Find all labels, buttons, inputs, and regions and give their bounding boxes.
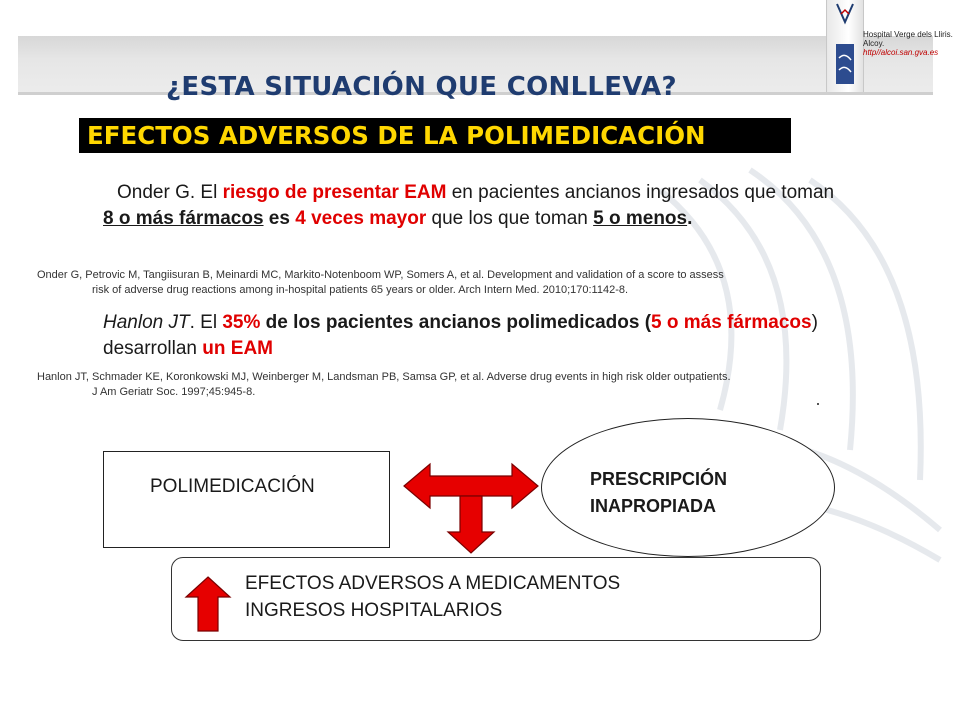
finding-hanlon: [103, 310, 873, 362]
finding-2-drugs: 5 o más fármacos: [651, 312, 812, 333]
polimedicacion-box: [103, 451, 390, 548]
finding-1-risk: riesgo de presentar EAM: [222, 182, 447, 203]
double-arrow-icon: [402, 460, 540, 555]
polimedicacion-label: POLIMEDICACIÓN: [150, 476, 315, 497]
reference-hanlon: [37, 370, 857, 400]
prescripcion-line-1: PRESCRIPCIÓN: [590, 469, 728, 489]
efectos-line-2: INGRESOS HOSPITALARIOS: [245, 600, 503, 621]
reference-onder: [37, 268, 857, 298]
finding-1-text-c: es: [263, 208, 296, 229]
finding-1-end: .: [687, 208, 693, 229]
finding-1-text-b: en pacientes ancianos ingresados que toman: [446, 182, 835, 203]
reference-2-line-1: Hanlon JT, Schmader KE, Koronkowski MJ, Weinberger M, Landsman PB, Samsa GP, et al. Adverse drug events in high risk older outpatients.: [37, 371, 731, 383]
finding-1-author: Onder G: [117, 182, 190, 203]
finding-1-text-a: . El: [189, 182, 223, 203]
logo-url: http//alcoi.san.gva.es: [863, 48, 939, 57]
up-arrow-icon: [184, 575, 232, 633]
reference-1-line-2: risk of adverse drug reactions among in-hospital patients 65 years or older. Arch Intern Med. 2010;170:1142-8.: [92, 284, 629, 296]
reference-1-line-1: Onder G, Petrovic M, Tangiisuran B, Meinardi MC, Markito-Notenboom WP, Somers A, et al. Development and validation of a score to assess: [37, 269, 724, 281]
logo-emblem-icon: [827, 0, 863, 92]
finding-1-drugs: 8 o más fármacos: [103, 208, 264, 229]
efectos-label: [245, 570, 620, 624]
efectos-line-1: EFECTOS ADVERSOS A MEDICAMENTOS: [245, 573, 621, 594]
prescripcion-line-2: INAPROPIADA: [590, 496, 717, 516]
finding-2-eam: un EAM: [202, 338, 273, 359]
logo-line-1: Hospital Verge dels Lliris.: [863, 30, 953, 39]
finding-1-text-d: que los que toman: [426, 208, 594, 229]
reference-2-line-2: J Am Geriatr Soc. 1997;45:945-8.: [92, 386, 256, 398]
page-title: ¿ESTA SITUACIÓN QUE CONLLEVA?: [166, 72, 677, 102]
page-subtitle: EFECTOS ADVERSOS DE LA POLIMEDICACIÓN: [79, 118, 791, 153]
finding-2-percent: 35%: [222, 312, 261, 333]
logo-line-2: Alcoy.: [863, 39, 885, 48]
finding-1-less: 5 o menos: [593, 208, 688, 229]
finding-2-text-c: ) desarrollan: [103, 312, 818, 359]
finding-onder: [103, 180, 843, 232]
finding-2-text-a: . El: [189, 312, 223, 333]
finding-2-author: Hanlon JT: [103, 312, 190, 333]
prescripcion-label: [590, 466, 727, 520]
finding-1-times: 4 veces mayor: [295, 208, 427, 229]
logo-caption: [863, 30, 953, 57]
hospital-logo: [826, 0, 864, 92]
stray-dot: [817, 403, 819, 405]
finding-2-text-b: de los pacientes ancianos polimedicados (: [260, 312, 652, 333]
